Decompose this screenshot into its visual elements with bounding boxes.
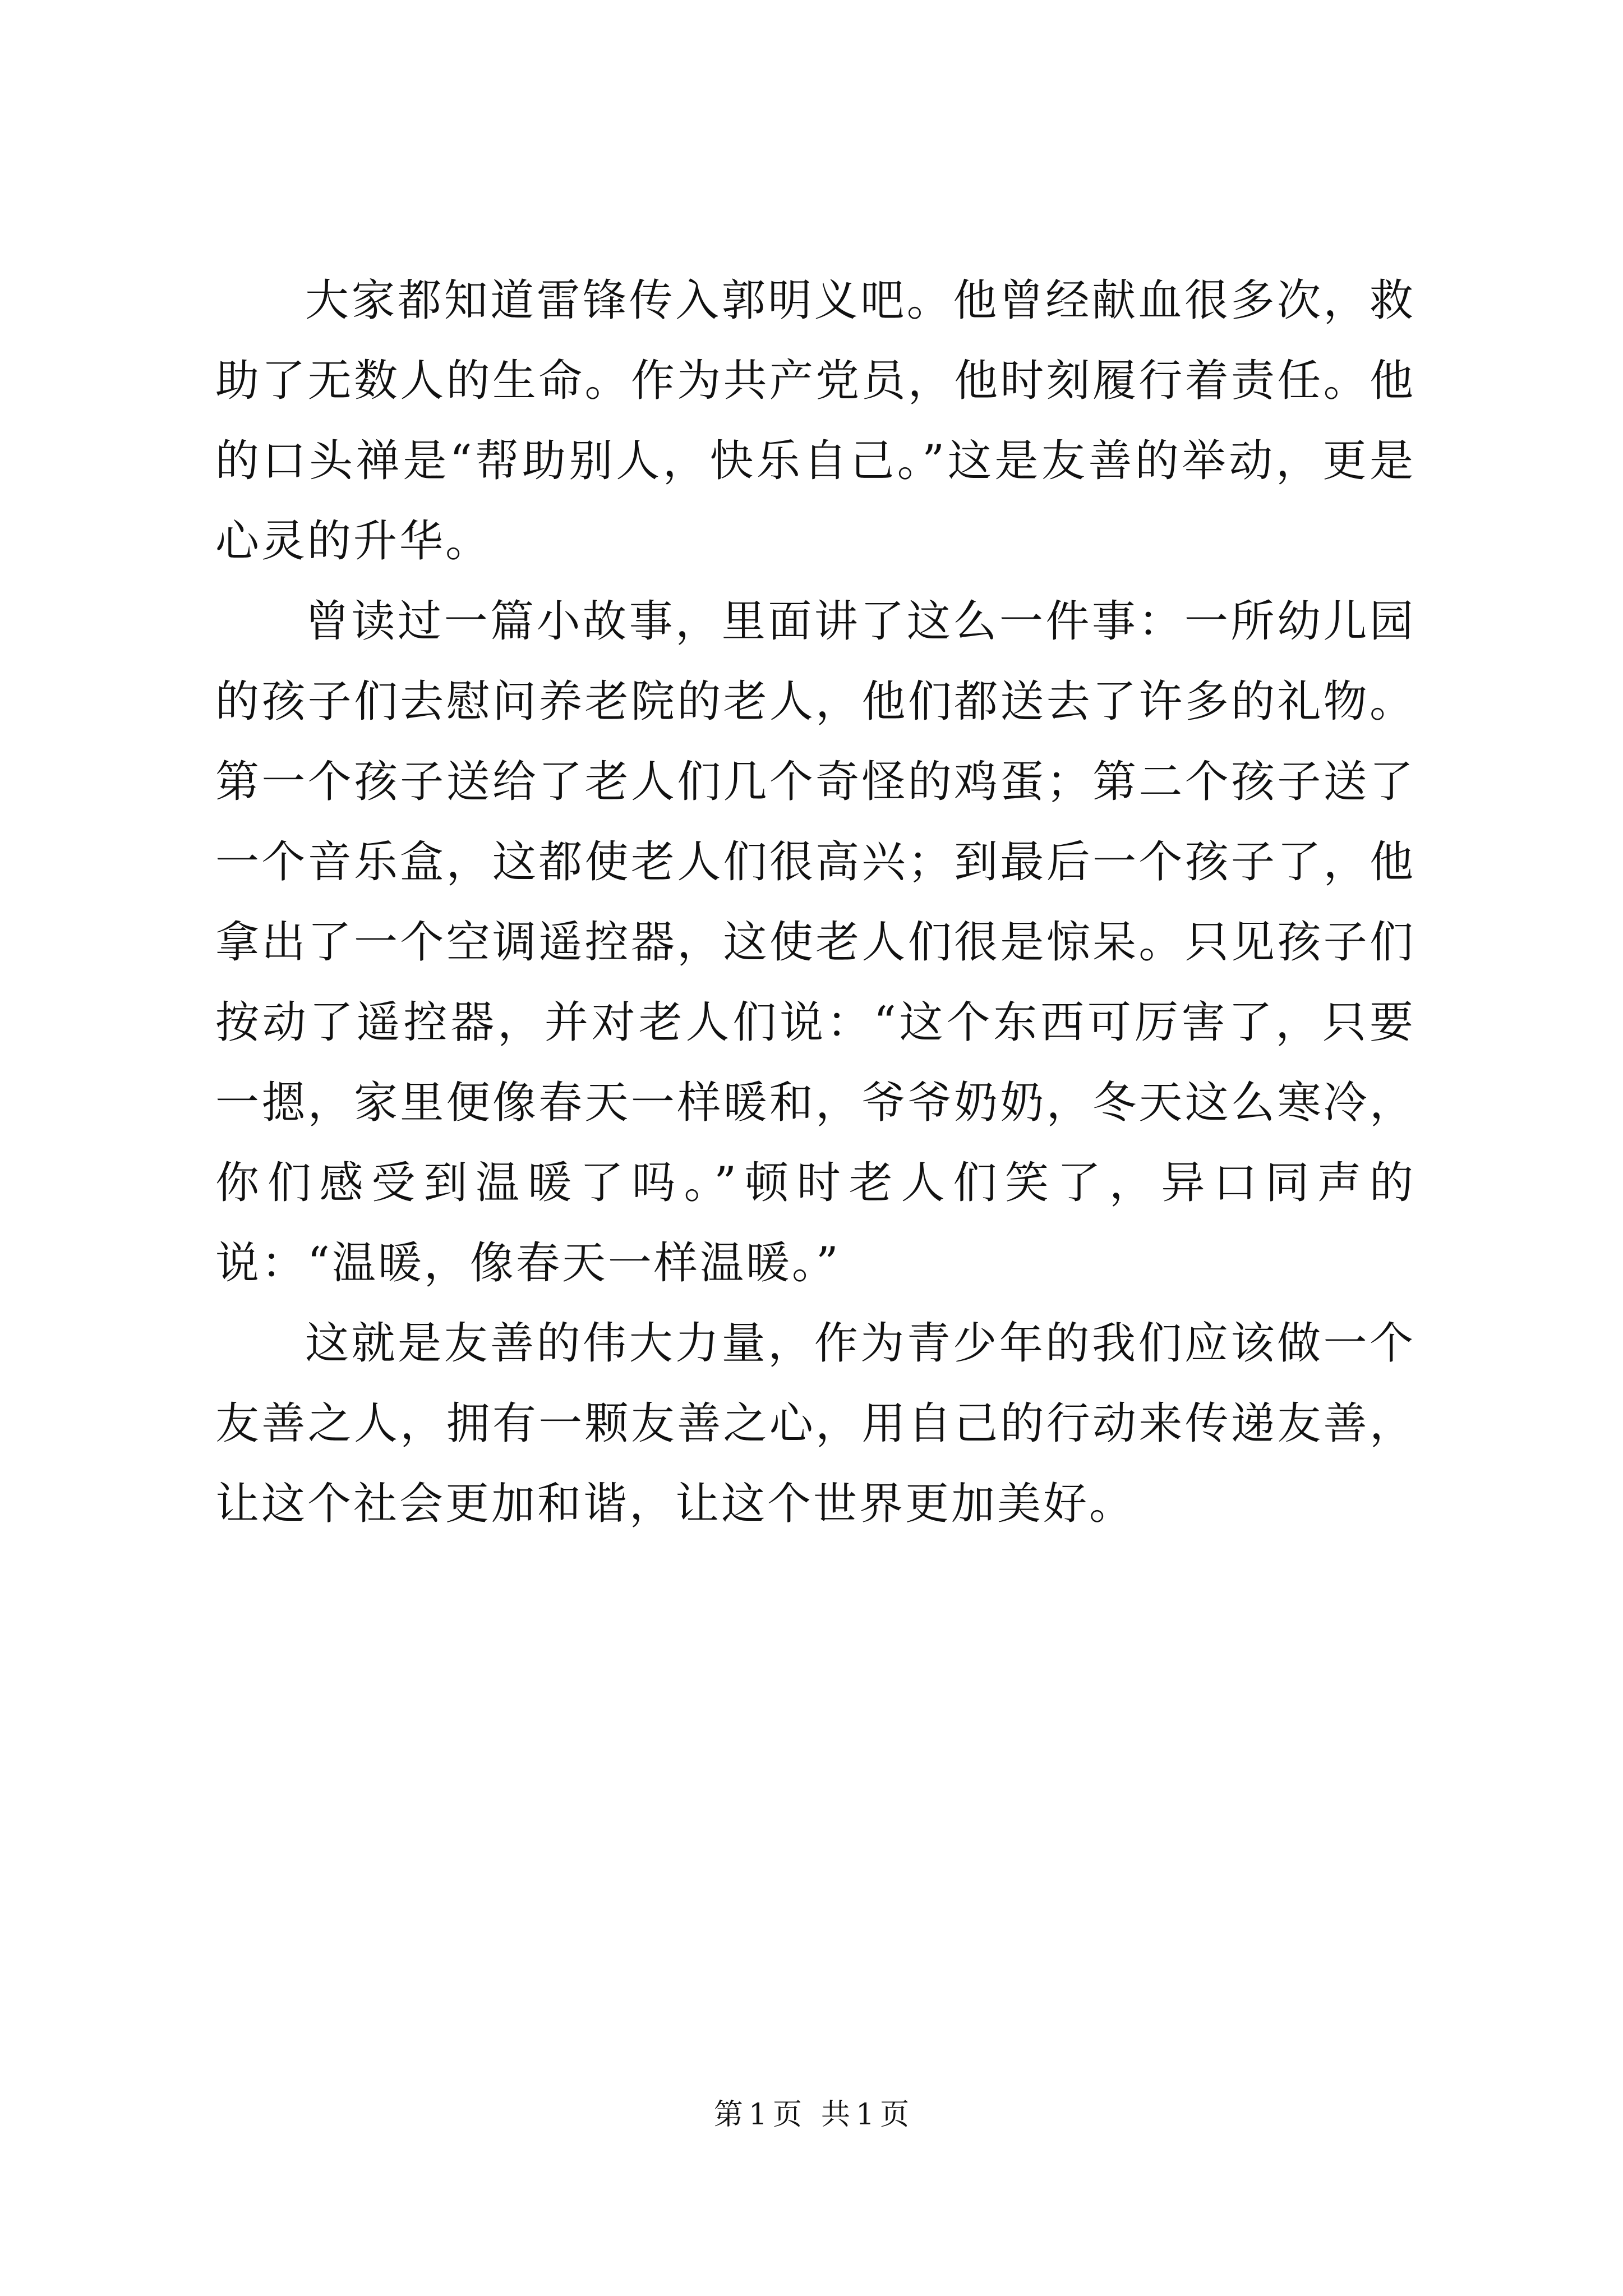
page-number: 1 bbox=[748, 2098, 767, 2132]
page-footer bbox=[0, 2095, 1623, 2134]
total-pages: 1 bbox=[856, 2098, 875, 2132]
paragraph-1: 大家都知道雷锋传入郭明义吧。他曾经献血很多次，救助了无数人的生命。作为共产党员，他时刻履行着责任。他的口头禅是“帮助别人，快乐自己。”这是友善的举动，更是心灵的升华。 bbox=[215, 275, 1415, 567]
total-label-prefix: 共 bbox=[821, 2098, 851, 2132]
total-label-suffix: 页 bbox=[880, 2098, 910, 2132]
document-body bbox=[215, 261, 1415, 1544]
page-label-prefix: 第 bbox=[713, 2098, 743, 2132]
page-label-suffix: 页 bbox=[772, 2098, 802, 2132]
paragraph-2: 曾读过一篇小故事，里面讲了这么一件事：一所幼儿园的孩子们去慰问养老院的老人，他们都送去了许多的礼物。第一个孩子送给了老人们几个奇怪的鸡蛋；第二个孩子送了一个音乐盒，这都使老人们很高兴；到最后一个孩子了，他拿出了一个空调遥控器，这使老人们很是惊呆。只见孩子们按动了遥控器，并对老人们说：“这个东西可厉害了，只要一摁，家里便像春天一样暖和，爷爷奶奶，冬天这么寒冷，你们感受到温暖了吗。”顿时老人们笑了，异口同声的说：“温暖，像春天一样温暖。” bbox=[215, 596, 1415, 1289]
paragraph-3: 这就是友善的伟大力量，作为青少年的我们应该做一个友善之人，拥有一颗友善之心，用自己的行动来传递友善，让这个社会更加和谐，让这个世界更加美好。 bbox=[215, 1318, 1415, 1529]
